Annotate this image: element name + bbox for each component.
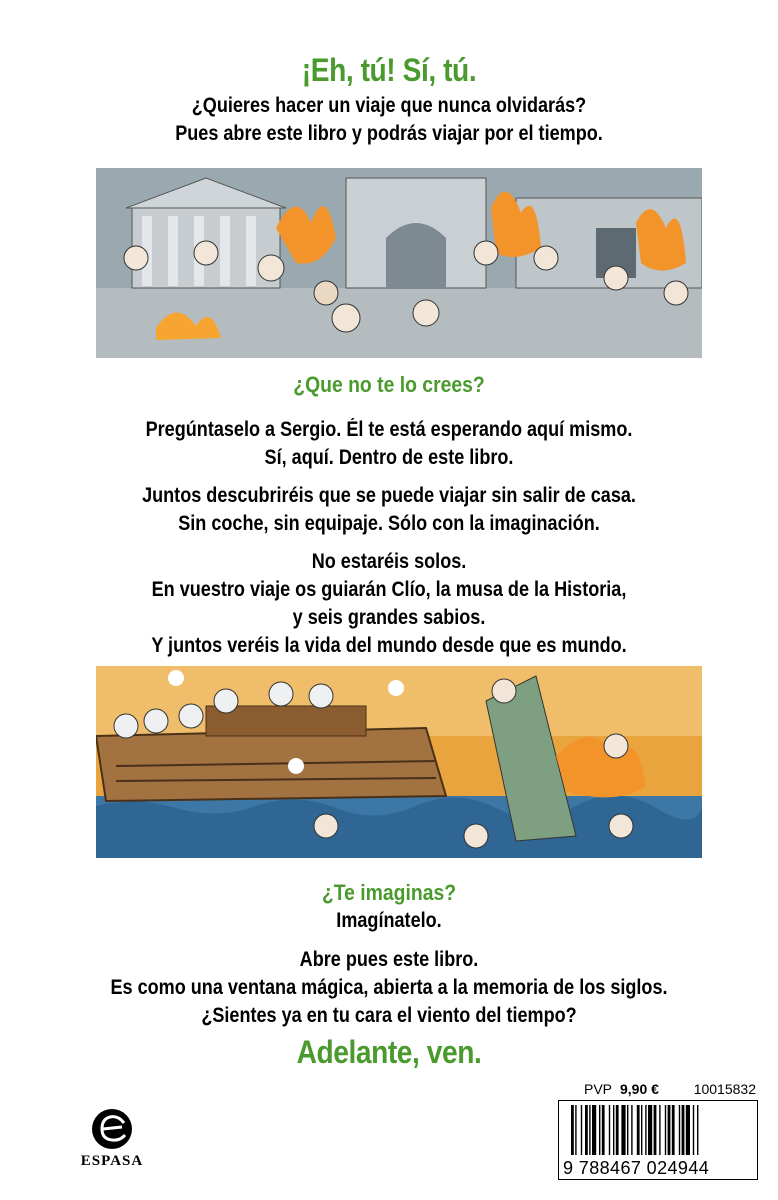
- illustration-naval-battle: [96, 666, 702, 858]
- price-row: [558, 1080, 760, 1098]
- barcode-bar: [631, 1105, 632, 1155]
- barcode-bar: [621, 1105, 625, 1155]
- paragraph-line: Abre pues este libro.: [299, 948, 479, 971]
- illustration-roman-city: [96, 168, 702, 358]
- barcode-bar: [616, 1105, 619, 1155]
- publisher-name: ESPASA: [80, 1153, 144, 1169]
- paragraph-line: En vuestro viaje os guiarán Clío, la musa de la Historia,: [151, 578, 627, 601]
- barcode-bar: [575, 1105, 576, 1155]
- barcode-bar: [659, 1105, 660, 1155]
- barcode-bar: [581, 1105, 582, 1155]
- barcode-bar: [672, 1105, 675, 1155]
- barcode-bar: [602, 1105, 605, 1155]
- barcode-bar: [585, 1105, 588, 1155]
- barcode-bar: [627, 1105, 628, 1155]
- barcode-bar: [637, 1105, 640, 1155]
- publisher-logo: [72, 1105, 152, 1175]
- answer-line: Imagínatelo.: [336, 909, 442, 932]
- barcode-bar: [589, 1105, 590, 1155]
- paragraph-line: Juntos descubriréis que se puede viajar sin salir de casa.: [142, 484, 636, 507]
- intro-line: ¿Quieres hacer un viaje que nunca olvidarás?: [191, 94, 587, 117]
- barcode-bar: [641, 1105, 642, 1155]
- paragraph: [54, 482, 723, 538]
- paragraph: [54, 946, 723, 1030]
- barcode-bar: [654, 1105, 657, 1155]
- barcode-bar: [571, 1105, 574, 1155]
- paragraph-line: Es como una ventana mágica, abierta a la memoria de los siglos.: [110, 976, 668, 999]
- barcode-bar: [592, 1105, 596, 1155]
- price-label: PVP: [584, 1081, 613, 1097]
- paragraph-line: No estaréis solos.: [311, 550, 467, 573]
- paragraph-line: Sí, aquí. Dentro de este libro.: [264, 446, 514, 469]
- intro-paragraph: [54, 92, 723, 148]
- paragraph-line: Y juntos veréis la vida del mundo desde que es mundo.: [151, 634, 627, 657]
- barcode-bar: [668, 1105, 671, 1155]
- barcode-bar: [645, 1105, 646, 1155]
- paragraph-line: Sin coche, sin equipaje. Sólo con la imaginación.: [178, 512, 600, 535]
- barcode-bar: [686, 1105, 690, 1155]
- barcode-bar: [679, 1105, 680, 1155]
- espasa-e-logo-icon: [72, 1105, 152, 1153]
- question-heading: ¿Te imaginas?: [321, 880, 457, 905]
- barcode-bar: [682, 1105, 685, 1155]
- closing-line: Adelante, ven.: [296, 1034, 482, 1070]
- product-code: 10015832: [693, 1081, 756, 1097]
- headline: ¡Eh, tú! Sí, tú.: [301, 52, 477, 88]
- barcode-bar: [648, 1105, 652, 1155]
- barcode-digits: 9 788467 024944: [563, 1158, 710, 1178]
- paragraph-line: Pregúntaselo a Sergio. Él te está esperando aquí mismo.: [145, 418, 633, 441]
- paragraph-line: ¿Sientes ya en tu cara el viento del tiempo?: [201, 1004, 577, 1027]
- barcode-bar: [599, 1105, 600, 1155]
- intro-line: Pues abre este libro y podrás viajar por el tiempo.: [175, 122, 603, 145]
- barcode-bar: [693, 1105, 694, 1155]
- barcode-block: [558, 1080, 760, 1182]
- barcode-bar: [697, 1105, 698, 1155]
- question-heading: ¿Que no te lo crees?: [293, 372, 485, 397]
- naval-battle-image: [96, 666, 702, 858]
- barcode-bar: [609, 1105, 610, 1155]
- barcode-bars: [559, 1101, 757, 1157]
- barcode-bar: [665, 1105, 666, 1155]
- paragraph: [54, 548, 723, 660]
- paragraph: [54, 416, 723, 472]
- barcode-bar: [613, 1105, 614, 1155]
- barcode: [558, 1100, 758, 1180]
- price-value: 9,90 €: [620, 1081, 659, 1097]
- paragraph-line: y seis grandes sabios.: [292, 606, 486, 629]
- roman-city-image: [96, 168, 702, 358]
